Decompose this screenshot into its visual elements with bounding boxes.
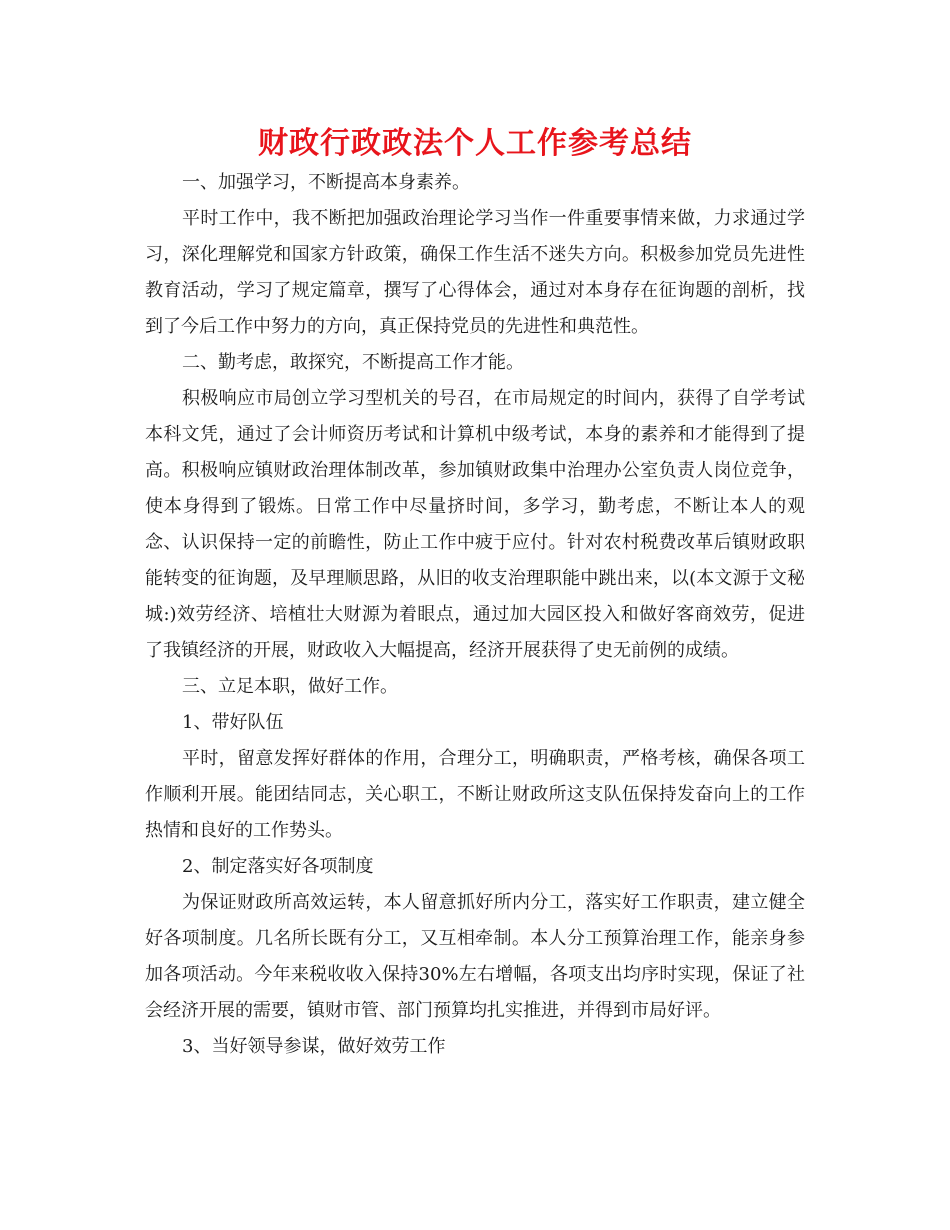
paragraph-system: 为保证财政所高效运转，本人留意抓好所内分工，落实好工作职责，建立健全好各项制度。几名所长既有分工，又互相牵制。本人分工预算治理工作，能亲身参加各项活动。今年来税收收入保持30%左右增幅，各项支出均序时实现，保证了社会经济开展的需要，镇财市管、部门预算均扎实推进，并得到市局好评。 — [145, 892, 805, 1021]
subheading-team: 1、带好队伍 — [182, 712, 284, 733]
document-title: 财政行政政法个人工作参考总结 — [258, 126, 692, 161]
paragraph-study: 平时工作中，我不断把加强政治理论学习当作一件重要事情来做，力求通过学习，深化理解党和国家方针政策，确保工作生活不迷失方向。积极参加党员先进性教育活动，学习了规定篇章，撰写了心得体会，通过对本身存在征询题的剖析，找到了今后工作中努力的方向，真正保持党员的先进性和典范性。 — [145, 208, 805, 337]
section-heading-3: 三、立足本职，做好工作。 — [182, 676, 398, 697]
paragraph-team: 平时，留意发挥好群体的作用，合理分工，明确职责，严格考核，确保各项工作顺利开展。能团结同志，关心职工，不断让财政所这支队伍保持发奋向上的工作热情和良好的工作势头。 — [145, 748, 805, 841]
subheading-system: 2、制定落实好各项制度 — [182, 856, 374, 877]
document-body — [145, 165, 805, 1065]
paragraph-ability: 积极响应市局创立学习型机关的号召，在市局规定的时间内，获得了自学考试本科文凭，通过了会计师资历考试和计算机中级考试，本身的素养和才能得到了提高。积极响应镇财政治理体制改革，参加镇财政集中治理办公室负责人岗位竞争，使本身得到了锻炼。日常工作中尽量挤时间，多学习，勤考虑，不断让本人的观念、认识保持一定的前瞻性，防止工作中疲于应付。针对农村税费改革后镇财政职能转变的征询题，及早理顺思路，从旧的收支治理职能中跳出来，以(本文源于文秘城:)效劳经济、培植壮大财源为着眼点，通过加大园区投入和做好客商效劳，促进了我镇经济的开展，财政收入大幅提高，经济开展获得了史无前例的成绩。 — [145, 388, 805, 661]
subheading-advisor: 3、当好领导参谋，做好效劳工作 — [182, 1036, 446, 1057]
section-heading-2: 二、勤考虑，敢探究，不断提高工作才能。 — [182, 352, 524, 373]
section-heading-1: 一、加强学习，不断提高本身素养。 — [182, 172, 470, 193]
